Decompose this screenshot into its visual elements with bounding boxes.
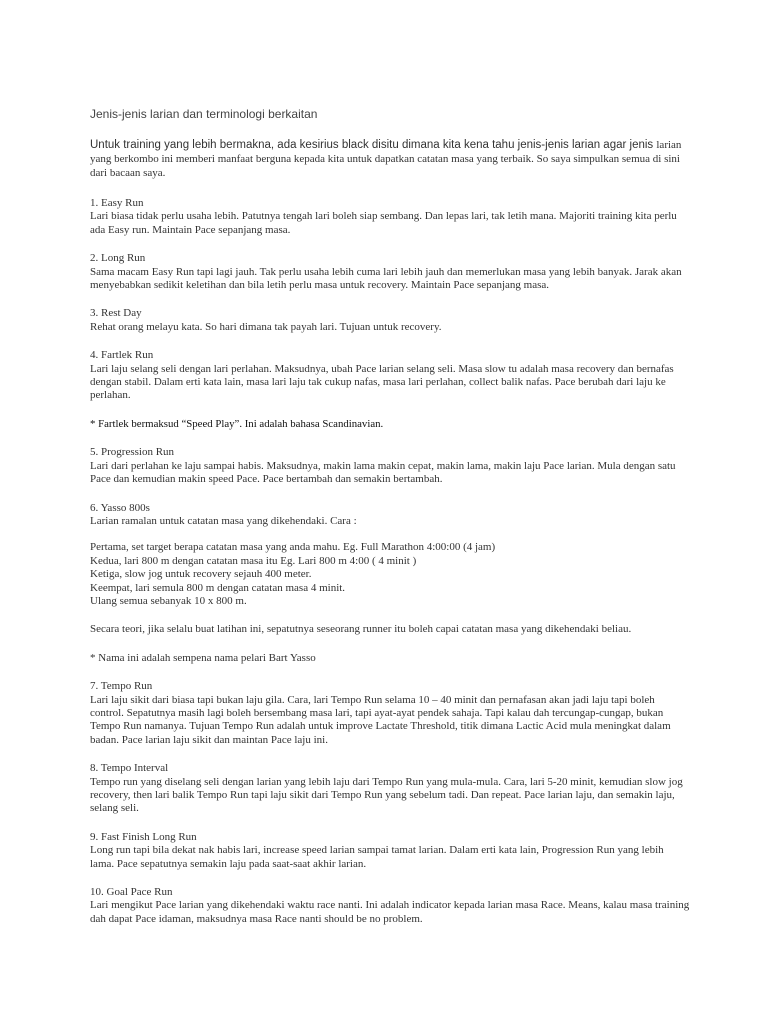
section-body: Sama macam Easy Run tapi lagi jauh. Tak perlu usaha lebih cuma lari lebih jauh dan memerlukan masa yang lebih banyak. Jarak akan menyebabkan sedikit keletihan dan bila letih perlu masa untuk recovery. Maintain Pace sepanjang masa.	[90, 265, 682, 292]
section-progression-run	[90, 446, 690, 486]
section-body: Larian ramalan untuk catatan masa yang dikehendaki. Cara :	[90, 514, 357, 527]
section-body: Lari biasa tidak perlu usaha lebih. Patutnya tengah lari boleh siap sembang. Dan lepas lari, tak letih mana. Majoriti training kita perlu ada Easy run. Maintain Pace sepanjang masa.	[90, 210, 677, 236]
section-body: Tempo run yang diselang seli dengan larian yang lebih laju dari Tempo Run yang mula-mula. Cara, lari 5-20 minit, kemudian slow jog recovery, then lari balik Tempo Run tapi laju sikit dari Tempo Run yang sebelum tadi. Dan repeat. Pace larian laju, dan semakin laju, selang seli.	[90, 775, 683, 815]
section-body: Lari laju sikit dari biasa tapi bukan laju gila. Cara, lari Tempo Run selama 10 – 40 minit dan pernafasan akan jadi laju tapi boleh control. Sepatutnya masih lagi boleh bersembang masa lari, tapi ayat-ayat pendek sahaja. Tapi kalau dah tercungap-cungap, bukan Tempo Run namanya. Tujuan Tempo Run adalah untuk improve Lactate Threshold, titik dimana Lactic Acid mula meningkat dalam badan. Pace larian laju sikit dan maintan Pace laju ini.	[90, 693, 671, 746]
section-heading: 2. Long Run	[90, 252, 146, 265]
section-heading: 5. Progression Run	[90, 446, 175, 459]
section-body: Long run tapi bila dekat nak habis lari, increase speed larian sampai tamat larian. Dalam erti kata lain, Progression Run yang lebih lama. Pace sepatutnya semakin laju pada saat-saat akhir larian.	[90, 844, 664, 870]
section-heading: 7. Tempo Run	[90, 680, 153, 693]
yasso-step: Keempat, lari semula 800 m dengan catatan masa 4 minit.	[90, 581, 346, 594]
section-easy-run	[90, 197, 690, 237]
section-tempo-run	[90, 680, 690, 747]
intro-paragraph	[90, 138, 690, 180]
section-heading: 10. Goal Pace Run	[90, 886, 173, 899]
yasso-step: Ulang semua sebanyak 10 x 800 m.	[90, 594, 247, 607]
yasso-step: Kedua, lari 800 m dengan catatan masa itu Eg. Lari 800 m 4:00 ( 4 minit )	[90, 554, 417, 567]
section-long-run	[90, 252, 690, 292]
section-goal-pace-run	[90, 886, 690, 926]
section-heading: 8. Tempo Interval	[90, 762, 169, 775]
yasso-theory: Secara teori, jika selalu buat latihan ini, sepatutnya seseorang runner itu boleh capai catatan masa yang dikehendaki beliau.	[90, 623, 632, 636]
section-body: Lari mengikut Pace larian yang dikehendaki waktu race nanti. Ini adalah indicator kepada larian masa Race. Means, kalau masa training dah dapat Pace idaman, maksudnya masa Race nanti should be no problem.	[90, 899, 690, 925]
yasso-step: Pertama, set target berapa catatan masa yang anda mahu. Eg. Full Marathon 4:00:00 (4 jam)	[90, 541, 496, 554]
section-yasso-800s	[90, 502, 690, 609]
section-rest-day	[90, 307, 690, 334]
fartlek-note: * Fartlek bermaksud “Speed Play”. Ini adalah bahasa Scandinavian.	[90, 417, 384, 430]
section-body: Rehat orang melayu kata. So hari dimana tak payah lari. Tujuan untuk recovery.	[90, 320, 442, 333]
section-heading: 9. Fast Finish Long Run	[90, 830, 197, 843]
intro-rest: larian yang berkombo ini memberi manfaat berguna kepada kita untuk dapatkan catatan masa yang terbaik. So saya simpulkan semua di sini dari bacaan saya.	[90, 139, 682, 179]
section-tempo-interval	[90, 762, 690, 816]
section-heading: 4. Fartlek Run	[90, 349, 154, 362]
document-page	[90, 107, 690, 941]
section-heading: 6. Yasso 800s	[90, 501, 150, 514]
section-fartlek-run	[90, 349, 690, 403]
section-heading: 3. Rest Day	[90, 307, 142, 320]
section-heading: 1. Easy Run	[90, 197, 144, 209]
intro-lead: Untuk training yang lebih bermakna, ada kesirius black disitu dimana kita kena tahu jenis-jenis larian agar jenis	[90, 139, 657, 151]
section-body: Lari laju selang seli dengan lari perlahan. Maksudnya, ubah Pace larian selang seli. Masa slow tu adalah masa recovery dan bernafas dengan stabil. Dalam erti kata lain, masa lari laju tak cukup nafas, masa lari perlahan, collect balik nafas. Pace berubah dari laju ke perlahan.	[90, 362, 674, 402]
yasso-note: * Nama ini adalah sempena nama pelari Bart Yasso	[90, 651, 316, 664]
document-title: Jenis-jenis larian dan terminologi berkaitan	[90, 107, 318, 121]
section-fast-finish-long-run	[90, 831, 690, 871]
yasso-step: Ketiga, slow jog untuk recovery sejauh 400 meter.	[90, 568, 312, 581]
section-body: Lari dari perlahan ke laju sampai habis. Maksudnya, makin lama makin cepat, makin lama, makin laju Pace larian. Mula dengan satu Pace dan kemudian makin speed Pace. Pace bertambah dan semakin bertambah.	[90, 459, 676, 486]
